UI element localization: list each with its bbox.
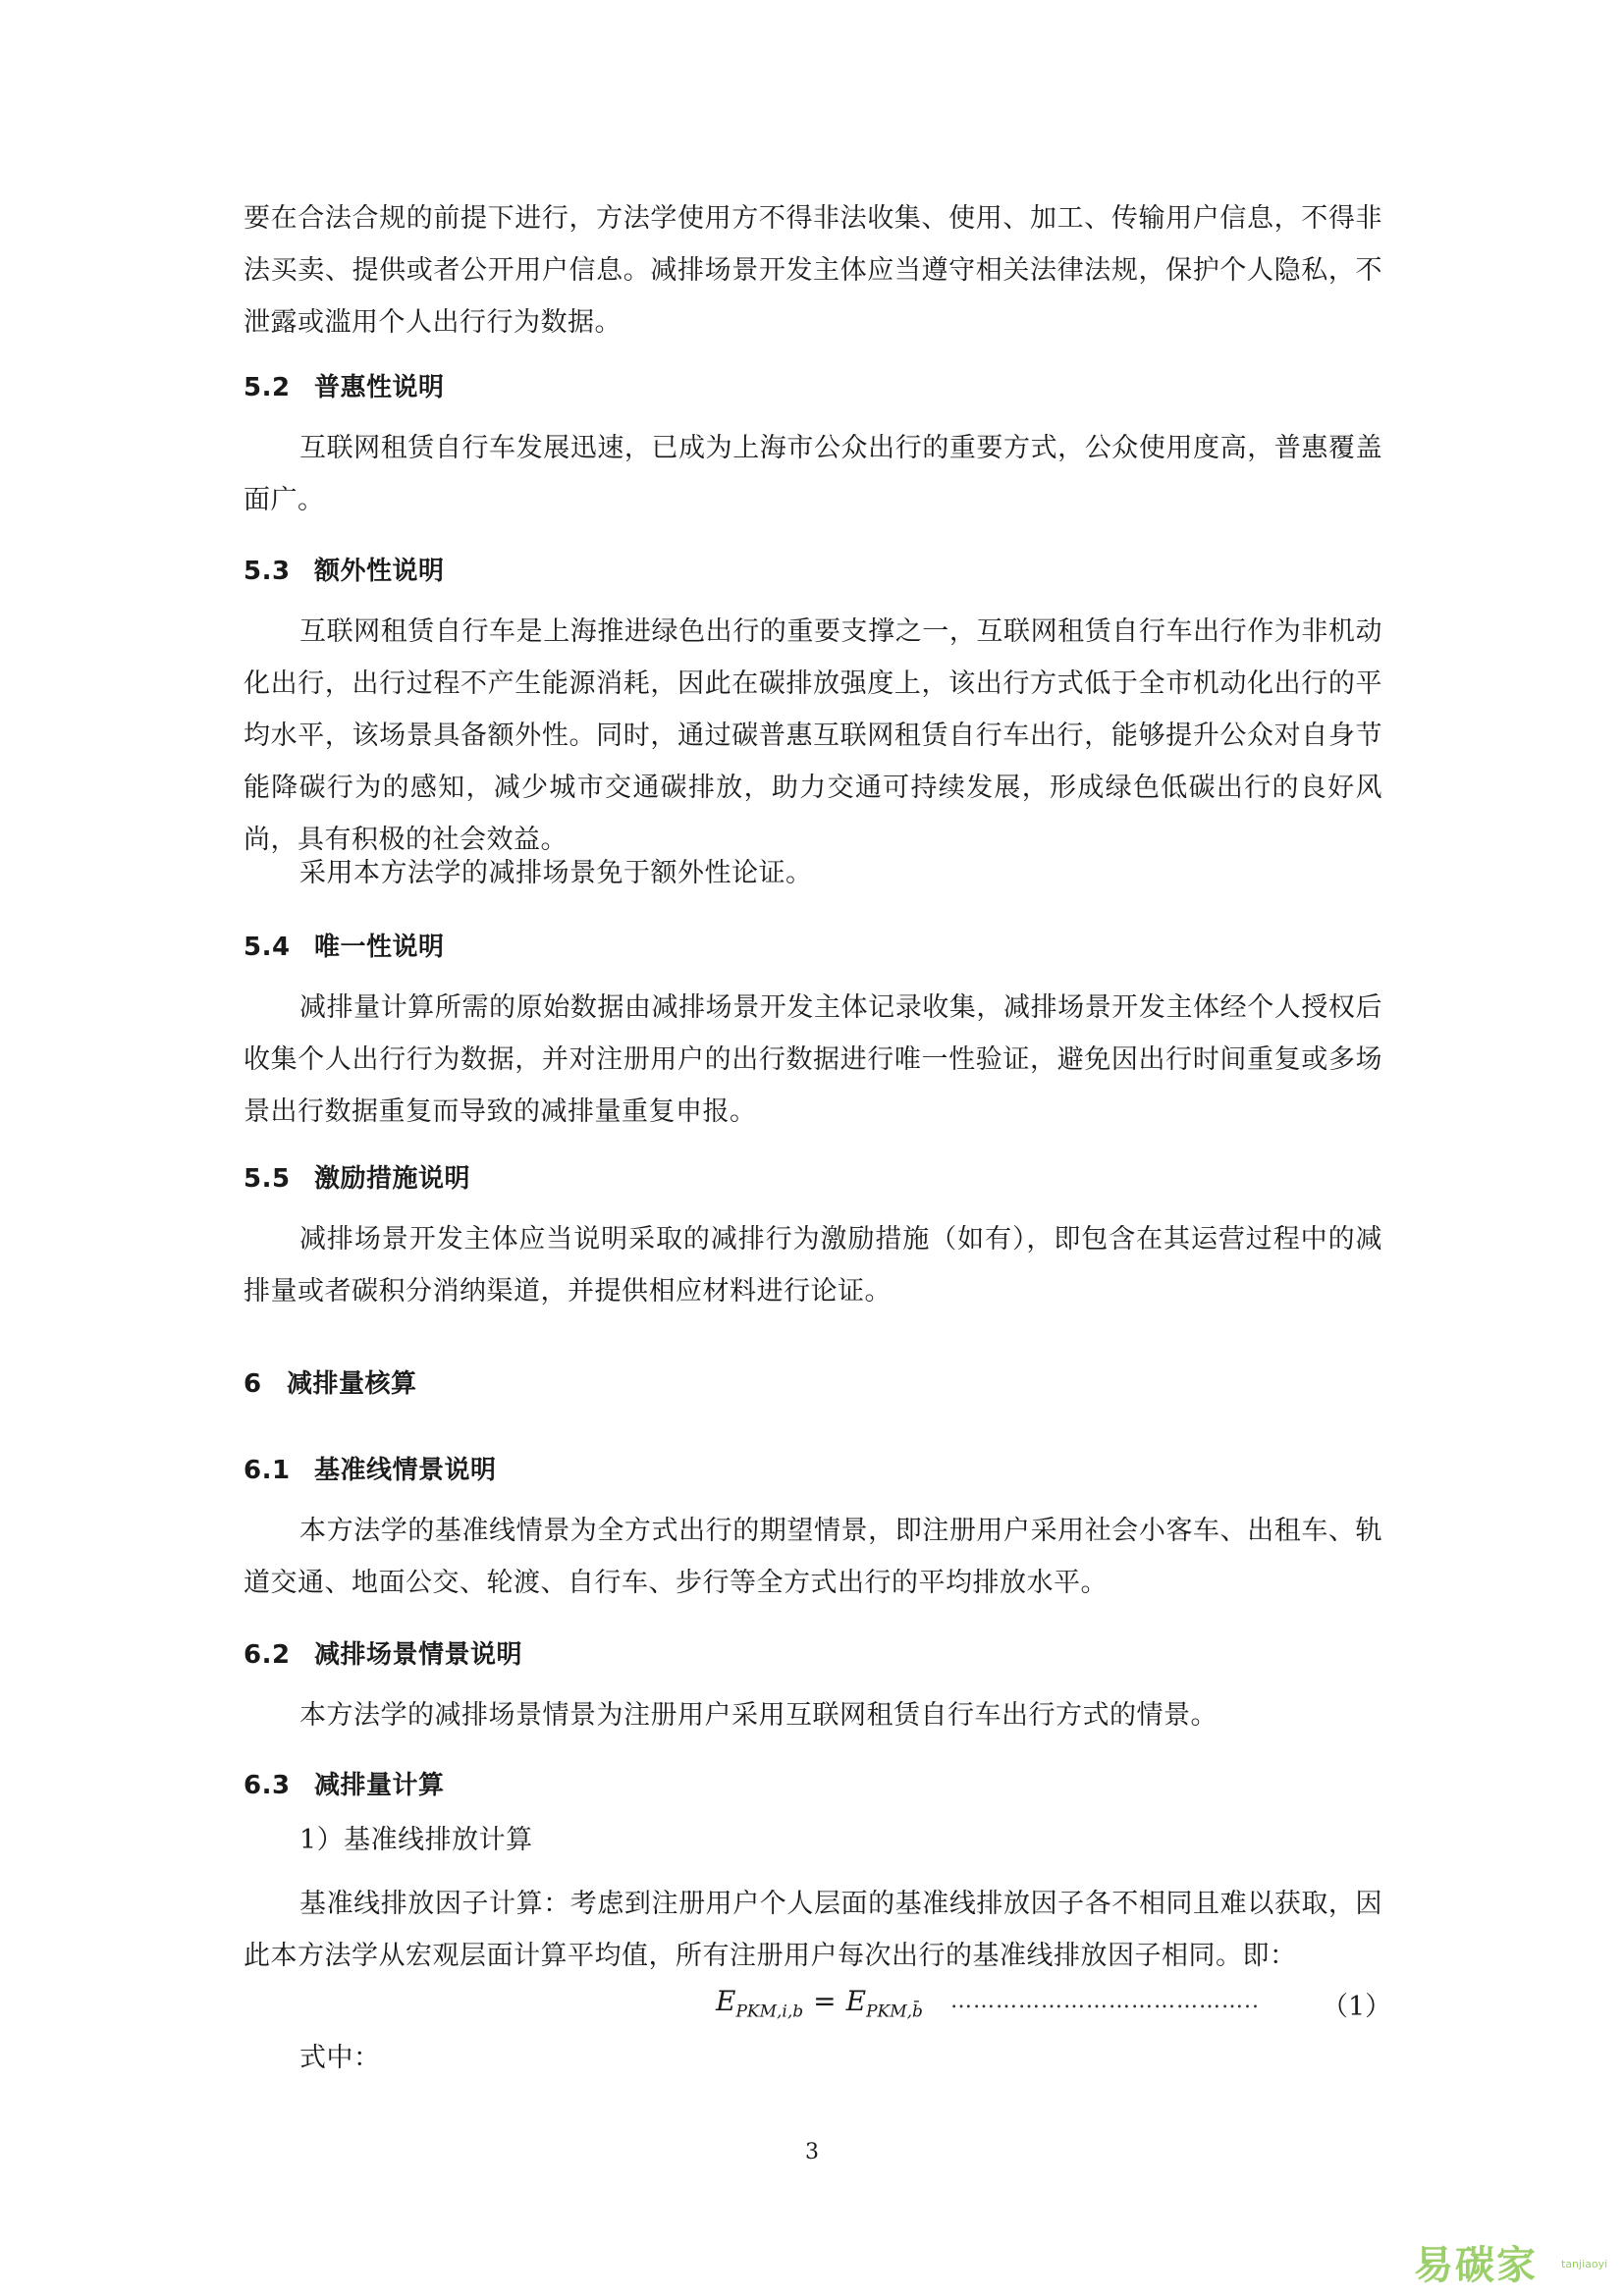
- page-number: 3: [805, 2140, 819, 2164]
- section-5-3-paragraph-1: 互联网租赁自行车是上海推进绿色出行的重要支撑之一，互联网租赁自行车出行作为非机动化出行，出行过程不产生能源消耗，因此在碳排放强度上，该出行方式低于全市机动化出行的平均水平，该场景具备额外性。同时，通过碳普惠互联网租赁自行车出行，能够提升公众对自身节能降碳行为的感知，减少城市交通碳排放，助力交通可持续发展，形成绿色低碳出行的良好风尚，具有积极的社会效益。: [244, 616, 1382, 855]
- section-5-2-paragraph: 互联网租赁自行车发展迅速，已成为上海市公众出行的重要方式，公众使用度高，普惠覆盖面广。: [244, 433, 1382, 515]
- formula-leader-dots: …………………………………..: [950, 1989, 1260, 2013]
- section-number: 5.3: [244, 557, 291, 586]
- section-6-1-heading: [244, 1450, 1382, 1486]
- watermark-logo: [1414, 2228, 1610, 2287]
- section-title: 额外性说明: [314, 557, 445, 586]
- section-number: 6.3: [244, 1771, 291, 1800]
- section-number: 6: [244, 1369, 262, 1399]
- section-title: 减排量计算: [314, 1771, 445, 1800]
- section-6-heading: [244, 1363, 1382, 1400]
- section-6-1-paragraph: 本方法学的基准线情景为全方式出行的期望情景，即注册用户采用社会小客车、出租车、轨道交通、地面公交、轮渡、自行车、步行等全方式出行的平均排放水平。: [244, 1516, 1382, 1598]
- formula-rhs: E: [845, 1985, 867, 2017]
- section-5-3-paragraph-2: 采用本方法学的减排场景免于额外性论证。: [299, 858, 813, 888]
- section-6-2-heading: [244, 1634, 1382, 1671]
- intro-paragraph: 要在合法合规的前提下进行，方法学使用方不得非法收集、使用、加工、传输用户信息，不得非法买卖、提供或者公开用户信息。减排场景开发主体应当遵守相关法律法规，保护个人隐私，不泄露或滥用个人出行行为数据。: [244, 203, 1382, 338]
- section-title: 唯一性说明: [314, 933, 445, 962]
- section-5-4-paragraph: 减排量计算所需的原始数据由减排场景开发主体记录收集，减排场景开发主体经个人授权后收集个人出行行为数据，并对注册用户的出行数据进行唯一性验证，避免因出行时间重复或多场景出行数据重复而导致的减排量重复申报。: [244, 992, 1382, 1127]
- section-title: 减排场景情景说明: [314, 1640, 523, 1670]
- section-5-3-heading: [244, 551, 1382, 587]
- section-number: 6.1: [244, 1456, 291, 1485]
- watermark-text: 易碳家: [1414, 2243, 1538, 2288]
- formula-lhs: E: [716, 1985, 736, 2017]
- where-label: 式中：: [299, 2043, 381, 2073]
- section-title: 基准线情景说明: [314, 1456, 497, 1485]
- section-number: 6.2: [244, 1640, 291, 1670]
- formula-rhs-subscript: PKM,b̄: [866, 2002, 923, 2022]
- formula: [716, 1985, 923, 2022]
- section-5-2-heading: [244, 367, 1382, 403]
- equation-1: [244, 1985, 1392, 2024]
- section-5-5-paragraph: 减排场景开发主体应当说明采取的减排行为激励措施（如有），即包含在其运营过程中的减排量或者碳积分消纳渠道，并提供相应材料进行论证。: [244, 1224, 1382, 1307]
- formula-lhs-subscript: PKM,i,b: [735, 2002, 804, 2022]
- section-6-3-heading: [244, 1765, 1382, 1801]
- watermark-subtext: tanjiaoyi: [1561, 2258, 1608, 2270]
- section-5-5-heading: [244, 1158, 1382, 1195]
- section-number: 5.5: [244, 1164, 291, 1194]
- formula-equals: =: [813, 1985, 837, 2017]
- section-title: 激励措施说明: [314, 1164, 471, 1194]
- section-title: 普惠性说明: [314, 373, 445, 402]
- list-item-1: 1）基准线排放计算: [299, 1825, 533, 1855]
- section-number: 5.2: [244, 373, 291, 402]
- section-5-4-heading: [244, 927, 1382, 963]
- section-6-3-paragraph: 基准线排放因子计算：考虑到注册用户个人层面的基准线排放因子各不相同且难以获取，因此本方法学从宏观层面计算平均值，所有注册用户每次出行的基准线排放因子相同。即：: [244, 1889, 1382, 1971]
- section-title: 减排量核算: [287, 1369, 417, 1399]
- section-6-2-paragraph: 本方法学的减排场景情景为注册用户采用互联网租赁自行车出行方式的情景。: [299, 1700, 1218, 1731]
- equation-number: （1）: [1322, 1992, 1392, 2022]
- section-number: 5.4: [244, 933, 291, 962]
